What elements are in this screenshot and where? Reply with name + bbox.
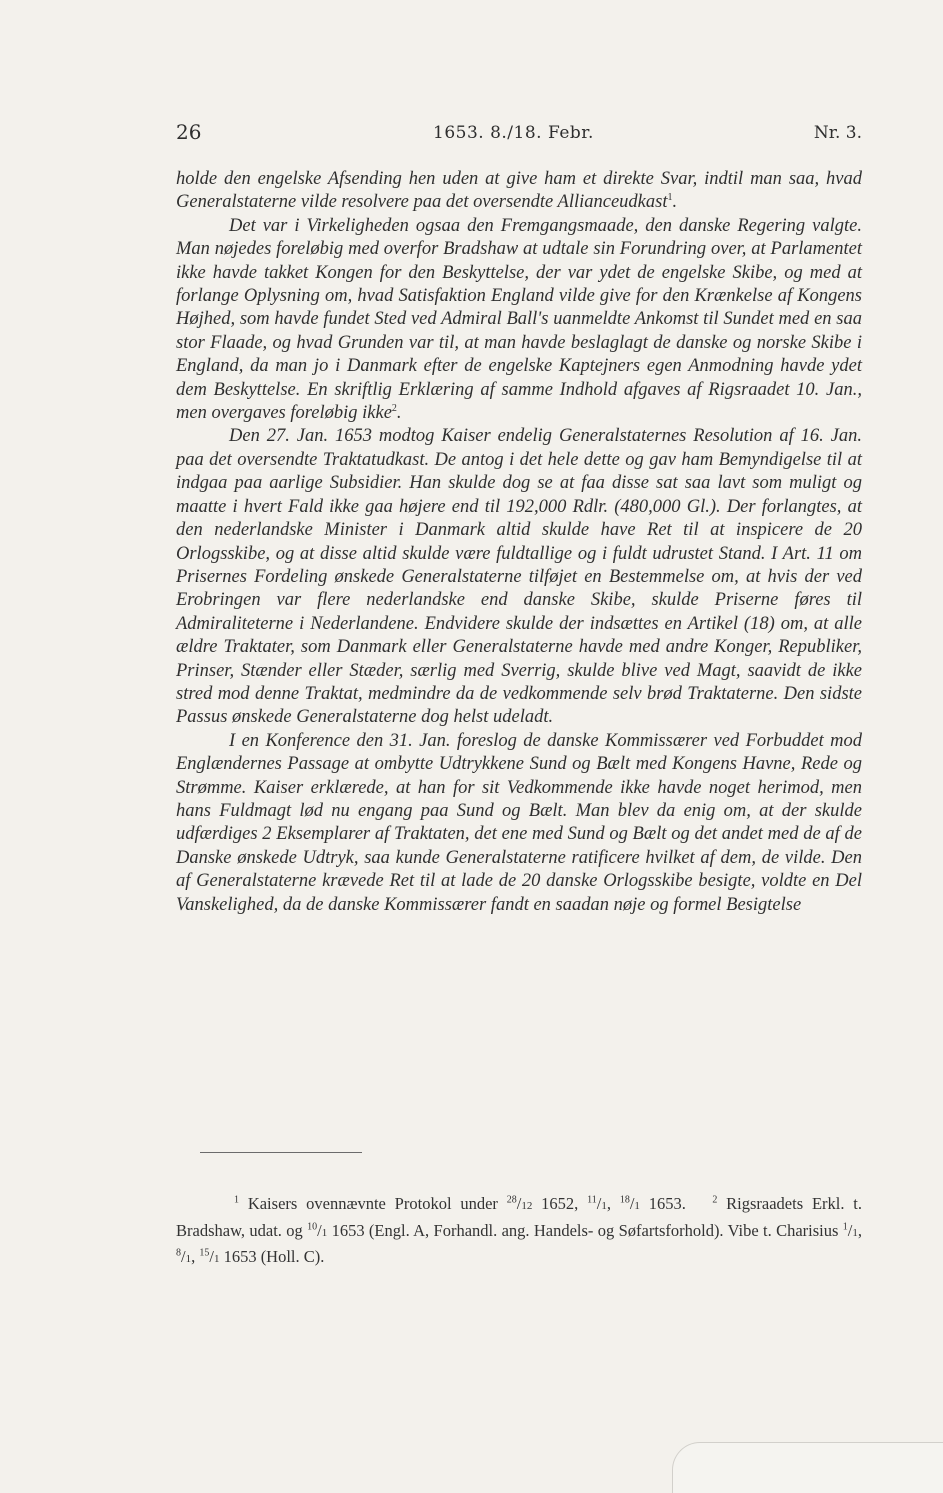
footnote-ref-1: 1	[667, 192, 673, 204]
paragraph-2-tail: .	[396, 403, 402, 424]
paragraph-1-text: holde den engelske Afsending hen uden at give ham et direkte Svar, indtil man saa, hvad Generalstaterne vilde resolvere paa det oversendte Allianceudkast	[176, 169, 862, 213]
fraction-numerator: 10	[307, 1221, 318, 1232]
paragraph-2-text: Det var i Virkeligheden ogsaa den Fremgangsmaade, den danske Regering valgte. Man nøjedes foreløbig med overfor Bradshaw at udtale sin Forundring over, at Parlamentet ikke havde takket Kongen for den Beskyttelse, der var ydet de engelske Skibe, og med at forlange Oplysning om, hvad Satisfaktion England vilde give for den Krænkelse af Kongens Højhed, som havde fundet Sted ved Admiral Ball's uanmeldte Ankomst til Sundet med en saa stor Flaade, og hvad Grunden var til, at man havde beslaglagt de danske og norske Skibe i England, da man jo i Danmark efter de engelske Kaptejners egen Anmodning havde ydet dem Beskyttelse. En skriftlig Erklæring af samme Indhold afgaves af Rigsraadet 10. Jan., men overgaves foreløbig ikke	[176, 215, 862, 424]
fraction-denominator: 1	[321, 1226, 328, 1239]
footnote-marker-1: 1	[234, 1194, 239, 1206]
paragraph-1-tail: .	[672, 192, 678, 213]
footnote-text: Kaisers ovennævnte Protokol under	[239, 1194, 507, 1213]
fraction-denominator: 1	[601, 1200, 607, 1212]
fraction-denominator: 1	[213, 1253, 220, 1265]
fraction-numerator: 1	[842, 1221, 848, 1232]
page-corner-curl	[672, 1442, 943, 1493]
footnote-ref-2: 2	[391, 402, 397, 414]
header-number: Nr. 3.	[813, 123, 862, 143]
paragraph-2	[176, 215, 862, 426]
fraction-numerator: 15	[199, 1247, 210, 1259]
footnote-text: 1653.	[639, 1194, 713, 1213]
fraction-numerator: 11	[587, 1194, 597, 1206]
fraction-denominator: 12	[521, 1200, 533, 1212]
fraction-denominator: 1	[185, 1253, 192, 1265]
fraction-numerator: 28	[506, 1194, 517, 1206]
footnotes: $^1$ Kaisers ovennævnte Protokol under $^{28}$/12 1652, $^{11}$/1, $^{18}$/1 1653. $^2$ Rigsraadets Erkl. t. Bradshaw, udat. og $^{10}$/1 1653 (Engl. A, Forhandl. ang. Handels- og Søfartsforhold). Vibe t. Charisius $^1$/1, $^8$/1, $^{15}$/1 1653 (Holl. C).	[176, 1194, 863, 1266]
fraction-denominator: 1	[852, 1226, 858, 1239]
footnote-text: ,	[191, 1247, 200, 1266]
footnote-text: 1653 (Holl. C).	[219, 1247, 325, 1266]
fraction-numerator: 8	[176, 1247, 181, 1259]
body-text	[176, 168, 862, 917]
header-date: 1653. 8./18. Febr.	[433, 123, 594, 143]
fraction-numerator: 18	[619, 1194, 630, 1206]
footnote-divider	[200, 1152, 362, 1153]
footnote-text: Rigsraadets Erkl. t. Bradshaw, udat. og	[176, 1194, 863, 1240]
footnote-marker-2: 2	[712, 1194, 718, 1206]
footnote-text: ,	[606, 1194, 620, 1213]
paragraph-1	[176, 168, 862, 215]
footnote-text: ,	[857, 1220, 862, 1240]
fraction-denominator: 1	[634, 1200, 640, 1212]
paragraph-3: Den 27. Jan. 1653 modtog Kaiser endelig Generalstaternes Resolution af 16. Jan. paa det oversendte Traktatudkast. De antog i det hele dette og gav ham Bemyndigelse til at indgaa paa aarlige Subsidier. Han skulde dog se at faa disse sat saa lavt som muligt og maatte i hvert Fald ikke gaa højere end til 192,000 Rdlr. (480,000 Gl.). Der forlangtes, at den nederlandske Minister i Danmark altid skulde have Ret til at inspicere de 20 Orlogsskibe, og at disse altid skulde være fuldtallige og i fuldt udrustet Stand. I Art. 11 om Prisernes Fordeling ønskede Generalstaterne tilføjet en Bestemmelse om, at hvis der ved Erobringen var flere nederlandske end danske Skibe, skulde Priserne føres til Admiraliteterne i Nederlandene. Endvidere skulde der indsættes en Artikel (18) om, at alle ældre Traktater, som Danmark eller Generalstaterne havde med andre Konger, Republiker, Prinser, Stænder eller Stæder, særlig med Sverrig, skulde blive ved Magt, saavidt de ikke stred mod denne Traktat, medmindre da de vedkommende selv brød Traktaterne. Den sidste Passus ønskede Generalstaterne dog helst udeladt.	[176, 426, 862, 728]
running-header	[176, 120, 862, 152]
footnote-text: 1653 (Engl. A, Forhandl. ang. Handels- og Søfartsforhold). Vibe t. Charisius	[327, 1220, 843, 1240]
footnote-text: 1652,	[532, 1194, 588, 1213]
page-number: 26	[176, 120, 202, 144]
paragraph-4: I en Konference den 31. Jan. foreslog de danske Kommissærer ved Forbuddet mod Englændernes Passage at ombytte Udtrykkene Sund og Bælt med Kongens Havne, Rede og Strømme. Kaiser erklærede, at han for sit Vedkommende ikke havde noget herimod, men hans Fuldmagt lød nu engang paa Sund og Bælt. Man blev da enig om, at der skulde udfærdiges 2 Eksemplarer af Traktaten, det ene med Sund og Bælt og det andet med de af de Danske ønskede Udtryk, saa kunde Generalstaterne ratificere hvilket af dem, de vilde. Den af Generalstaterne krævede Ret til at lade de 20 danske Orlogsskibe besigte, voldte en Del Vanskelighed, da de danske Kommissærer fandt en saadan nøje og formel Besigtelse	[176, 730, 862, 915]
